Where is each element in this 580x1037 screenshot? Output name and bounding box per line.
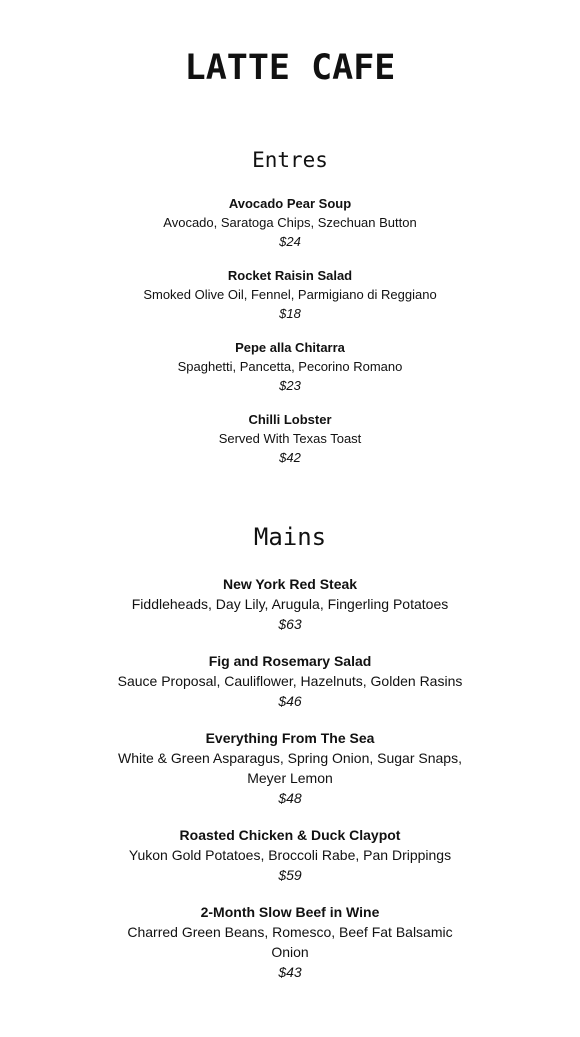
item-name: Roasted Chicken & Duck Claypot (179, 827, 401, 843)
item-name: New York Red Steak (222, 576, 358, 592)
menu-item (0, 651, 580, 711)
item-name: Everything From The Sea (205, 730, 375, 746)
item-price: $18 (279, 306, 301, 321)
menu-item (0, 338, 580, 395)
item-price: $59 (278, 867, 302, 883)
item-price: $24 (279, 234, 301, 249)
item-description: Yukon Gold Potatoes, Broccoli Rabe, Pan Drippings (128, 847, 452, 863)
item-price: $42 (279, 450, 301, 465)
item-description: Spaghetti, Pancetta, Pecorino Romano (177, 359, 403, 374)
item-description: Charred Green Beans, Romesco, Beef Fat Balsamic Onion (127, 924, 453, 960)
item-price: $46 (278, 693, 302, 709)
menu-item (0, 194, 580, 251)
item-description: Smoked Olive Oil, Fennel, Parmigiano di Reggiano (143, 287, 437, 302)
item-description: Sauce Proposal, Cauliflower, Hazelnuts, Golden Rasins (117, 673, 463, 689)
menu-item (0, 902, 580, 982)
item-price: $63 (278, 616, 302, 632)
menu-item (0, 410, 580, 467)
item-description: Served With Texas Toast (218, 431, 362, 446)
item-name: Chilli Lobster (248, 412, 332, 427)
mains-list (0, 574, 580, 999)
section-heading-mains: Mains (253, 523, 327, 551)
cafe-title: LATTE CAFE (184, 48, 396, 88)
item-price: $23 (279, 378, 301, 393)
item-price: $48 (278, 790, 302, 806)
item-description: Avocado, Saratoga Chips, Szechuan Button (163, 215, 417, 230)
item-name: 2-Month Slow Beef in Wine (200, 904, 380, 920)
menu-item (0, 574, 580, 634)
item-name: Rocket Raisin Salad (227, 268, 353, 283)
menu-item (0, 825, 580, 885)
item-price: $43 (278, 964, 302, 980)
section-heading-entres: Entres (252, 148, 328, 172)
menu-item (0, 266, 580, 323)
entres-list (0, 194, 580, 482)
item-description: Fiddleheads, Day Lily, Arugula, Fingerling Potatoes (131, 596, 449, 612)
item-name: Fig and Rosemary Salad (208, 653, 372, 669)
item-name: Pepe alla Chitarra (235, 340, 345, 355)
item-description: White & Green Asparagus, Spring Onion, Sugar Snaps, Meyer Lemon (118, 750, 462, 786)
item-name: Avocado Pear Soup (228, 196, 352, 211)
menu-item (0, 728, 580, 808)
